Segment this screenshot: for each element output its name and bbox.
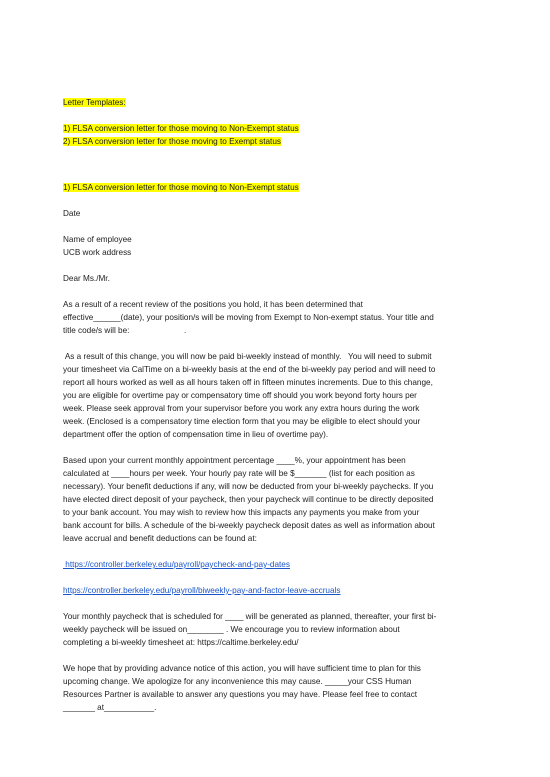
salutation: Dear Ms./Mr.	[63, 274, 110, 283]
section-heading: 1) FLSA conversion letter for those moving to Non-Exempt status	[63, 183, 299, 192]
work-address-line: UCB work address	[63, 248, 132, 257]
paydates-link-line	[63, 558, 496, 571]
date-line: Date	[63, 209, 81, 218]
paragraph-closing: We hope that by providing advance notice of this action, you will have sufficient time to plan for this upcoming change. We apologize for any inconvenience this may cause. _____your CSS Human Resources Partner is available to answer any questions you may have. Please feel free to contact _______ at___________.	[63, 664, 421, 712]
toc-item-1[interactable]: 1) FLSA conversion letter for those moving to Non-Exempt status	[63, 124, 299, 133]
toc-item-2[interactable]: 2) FLSA conversion letter for those moving to Exempt status	[63, 137, 281, 146]
leave-accruals-link[interactable]: https://controller.berkeley.edu/payroll/biweekly-pay-and-factor-leave-accruals	[63, 586, 341, 595]
templates-title-text: Letter Templates:	[63, 98, 126, 107]
leave-accruals-link-line	[63, 584, 496, 597]
employee-name-line: Name of employee	[63, 235, 132, 244]
paragraph-pay-frequency: As a result of this change, you will now be paid bi-weekly instead of monthly. You will need to submit your timesheet via CalTime on a bi-weekly basis at the end of the bi-weekly pay period and will need to report all hours worked as well as all hours taken off in fifteen minutes increments. Due to this change, you are eligible for overtime pay or compensatory time off should you work beyond forty hours per week. Please seek approval from your supervisor before you work any extra hours during the work week. (Enclosed is a compensatory time election form that you may be eligible to elect should your department offer the option of compensation time in lieu of overtime pay).	[63, 352, 436, 439]
paragraph-pay-calculation: Based upon your current monthly appointment percentage ____%, your appointment has been calculated at ____hours per week. Your hourly pay rate will be $_______ (list for each position as necessary). Your benefit deductions if any, will now be deducted from your bi-weekly paychecks. If you have elected direct deposit of your paycheck, then your paycheck will continue to be directly deposited to your bank account. You may wish to review how this impacts any payments you make from your bank account for bills. A schedule of the bi-weekly paycheck deposit dates as well as information about leave accrual and benefit deductions can be found at:	[63, 456, 435, 543]
paragraph-status-change: As a result of a recent review of the positions you hold, it has been determined that effective______(date), your position/s will be moving from Exempt to Non-exempt status. Your title and title code/s will be: .	[63, 300, 434, 335]
templates-title	[63, 96, 496, 109]
paydates-link[interactable]: https://controller.berkeley.edu/payroll/paycheck-and-pay-dates	[63, 560, 290, 569]
paragraph-first-paycheck: Your monthly paycheck that is scheduled for ____ will be generated as planned, thereafter, your first bi- weekly paycheck will be issued on________ . We encourage you to review information about completing a bi-weekly timesheet at: https://caltime.berkeley.edu/	[63, 612, 437, 647]
